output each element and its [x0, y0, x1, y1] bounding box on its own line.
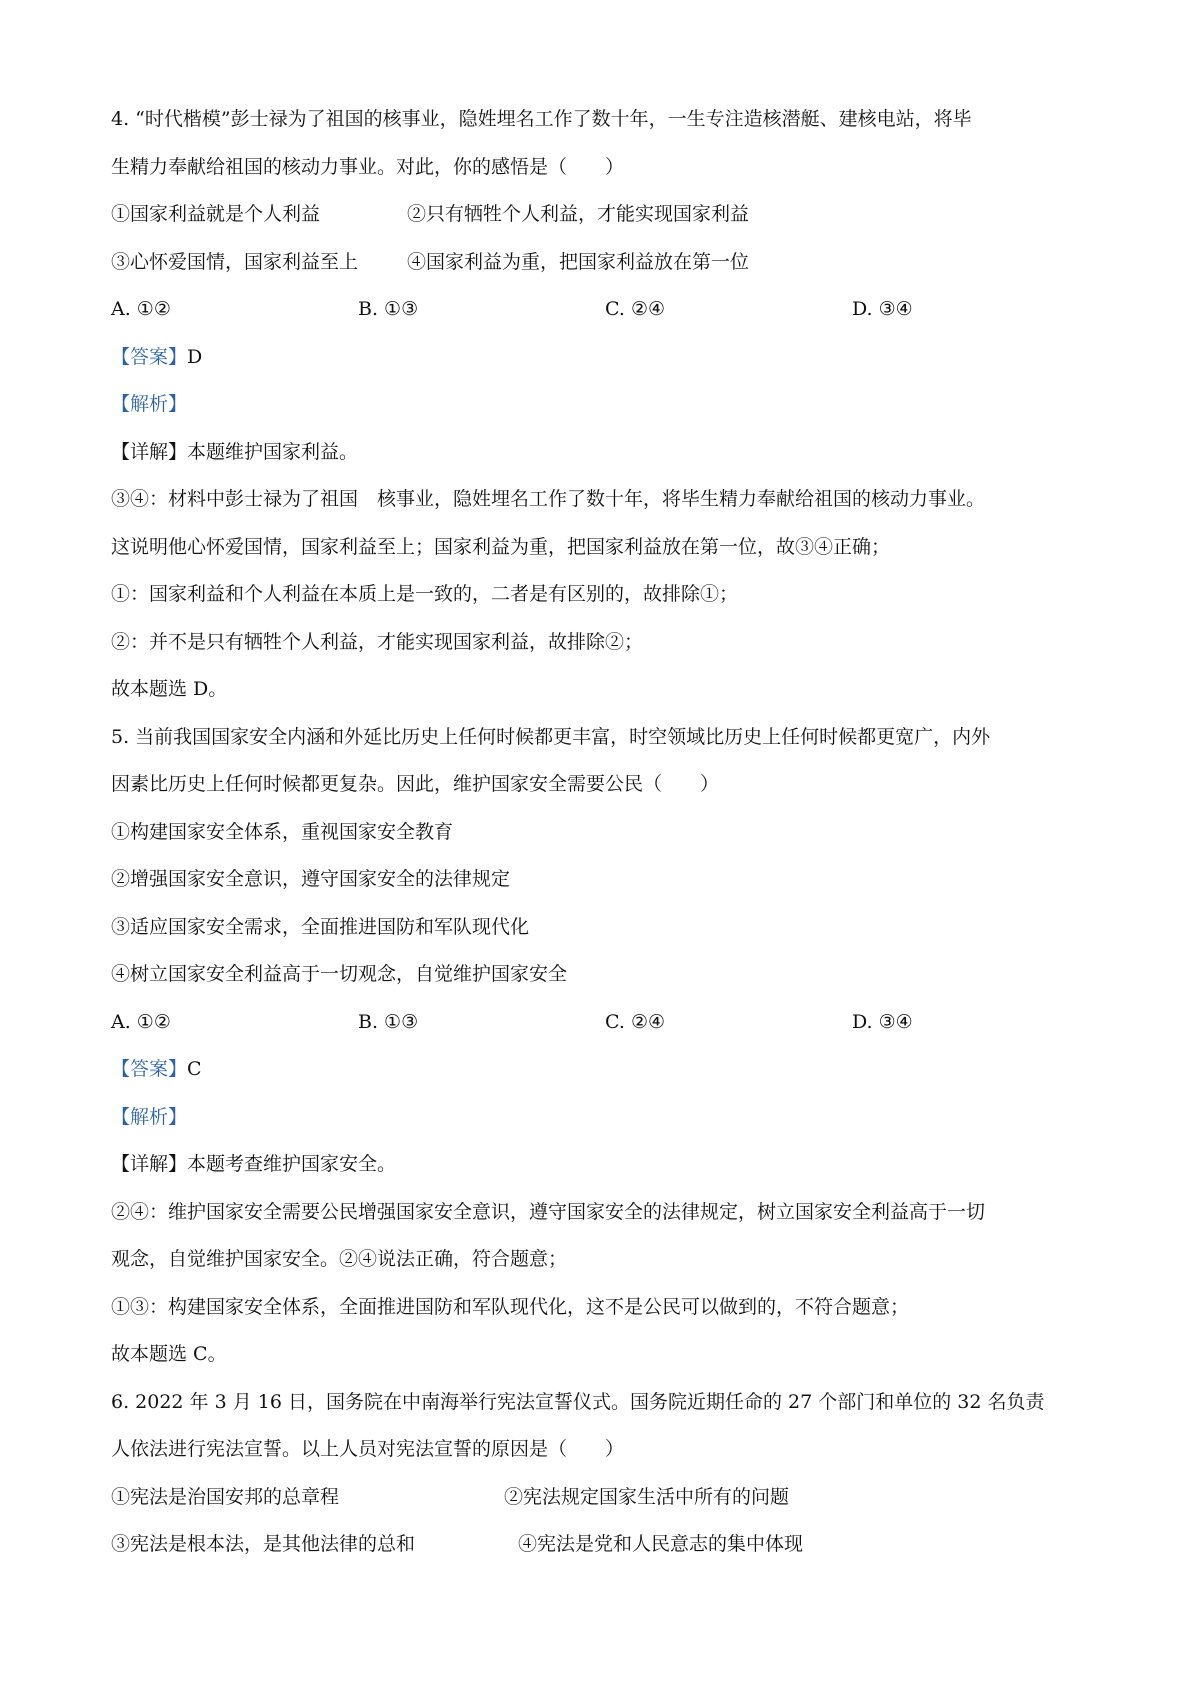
q5-analysis-tag: 【解析】 — [111, 1105, 188, 1128]
q4-answer-value: D — [187, 345, 203, 368]
q5-explanation-3: ①③：构建国家安全体系，全面推进国防和军队现代化，这不是公民可以做到的，不符合题意； — [111, 1295, 910, 1318]
q5-answer-tag: 【答案】 — [111, 1058, 188, 1080]
document-content — [111, 96, 1111, 1569]
q5-stem-line2: 因素比历史上任何时候都更复杂。因此，维护国家安全需要公民（ ） — [111, 773, 720, 795]
q4-option-3: ③心怀爱国情，国家利益至上 — [111, 250, 359, 273]
q4-explanation-5: 故本题选 D。 — [111, 678, 228, 700]
q5-choices — [111, 999, 1111, 1047]
q5-choice-b: B. ①③ — [358, 1010, 419, 1033]
q4-explanation-2: 这说明他心怀爱国情，国家利益至上；国家利益为重，把国家利益放在第一位，故③④正确； — [111, 535, 891, 558]
q5-explanation-4: 故本题选 C。 — [111, 1343, 227, 1365]
q4-choice-b: B. ①③ — [358, 298, 419, 320]
q6-option-4: ④宪法是党和人民意志的集中体现 — [518, 1533, 804, 1555]
q4-stem-line1: 4. “时代楷模”彭士禄为了祖国的核事业，隐姓埋名工作了数十年，一生专注造核潜艇、建核电站，将毕 — [111, 108, 972, 130]
q4-choice-c: C. ②④ — [605, 298, 666, 320]
q4-choice-a: A. ①② — [111, 298, 171, 320]
q5-option-3: ③适应国家安全需求，全面推进国防和军队现代化 — [111, 915, 530, 938]
q5-choice-d: D. ③④ — [852, 1010, 913, 1033]
q4-stem-line2: 生精力奉献给祖国的核动力事业。对此，你的感悟是（ ） — [111, 155, 625, 178]
q6-option-3: ③宪法是根本法，是其他法律的总和 — [111, 1533, 416, 1555]
q6-stem-line2: 人依法进行宪法宣誓。以上人员对宪法宣誓的原因是（ ） — [111, 1438, 625, 1460]
q5-choice-c: C. ②④ — [605, 1010, 666, 1033]
q6-options-row1 — [111, 1474, 1111, 1522]
q4-options-row2 — [111, 239, 1111, 287]
q5-stem-line1: 5. 当前我国国家安全内涵和外延比历史上任何时候都更丰富，时空领域比历史上任何时候都更宽广，内外 — [111, 725, 991, 748]
q5-answer-value: C — [187, 1058, 202, 1080]
q5-choice-a: A. ①② — [111, 1010, 171, 1033]
q4-options-row1 — [111, 191, 1111, 239]
q4-answer-tag: 【答案】 — [111, 345, 188, 368]
q5-answer — [111, 1046, 1111, 1094]
q4-explanation-1: ③④：材料中彭士禄为了祖国 核事业，隐姓埋名工作了数十年，将毕生精力奉献给祖国的核动力事业。 — [111, 488, 986, 510]
q5-option-1: ①构建国家安全体系，重视国家安全教育 — [111, 820, 454, 843]
q6-stem-line1: 6. 2022 年 3 月 16 日，国务院在中南海举行宪法宣誓仪式。国务院近期任命的 27 个部门和单位的 32 名负责 — [111, 1390, 1045, 1413]
q4-explanation-4: ②：并不是只有牺牲个人利益，才能实现国家利益，故排除②； — [111, 630, 644, 653]
q4-option-2: ②只有牺牲个人利益，才能实现国家利益 — [407, 203, 750, 225]
q4-explanation-3: ①：国家利益和个人利益在本质上是一致的，二者是有区别的，故排除①； — [111, 583, 739, 605]
q6-options-row2 — [111, 1521, 1111, 1569]
q4-detail: 【详解】本题维护国家利益。 — [111, 440, 359, 463]
q4-option-1: ①国家利益就是个人利益 — [111, 203, 321, 225]
q4-choice-d: D. ③④ — [852, 298, 913, 320]
q5-option-4: ④树立国家安全利益高于一切观念，自觉维护国家安全 — [111, 963, 568, 985]
q6-option-1: ①宪法是治国安邦的总章程 — [111, 1485, 340, 1508]
q5-option-2: ②增强国家安全意识，遵守国家安全的法律规定 — [111, 868, 511, 890]
q4-analysis-tag: 【解析】 — [111, 393, 188, 415]
q4-option-4: ④国家利益为重，把国家利益放在第一位 — [407, 250, 750, 273]
q5-explanation-1: ②④：维护国家安全需要公民增强国家安全意识，遵守国家安全的法律规定，树立国家安全利益高于一切 — [111, 1200, 986, 1223]
q5-explanation-2: 观念，自觉维护国家安全。②④说法正确，符合题意； — [111, 1248, 568, 1270]
q5-detail: 【详解】本题考查维护国家安全。 — [111, 1153, 397, 1175]
q4-answer — [111, 334, 1111, 382]
q6-option-2: ②宪法规定国家生活中所有的问题 — [504, 1485, 790, 1508]
q4-choices — [111, 286, 1111, 334]
